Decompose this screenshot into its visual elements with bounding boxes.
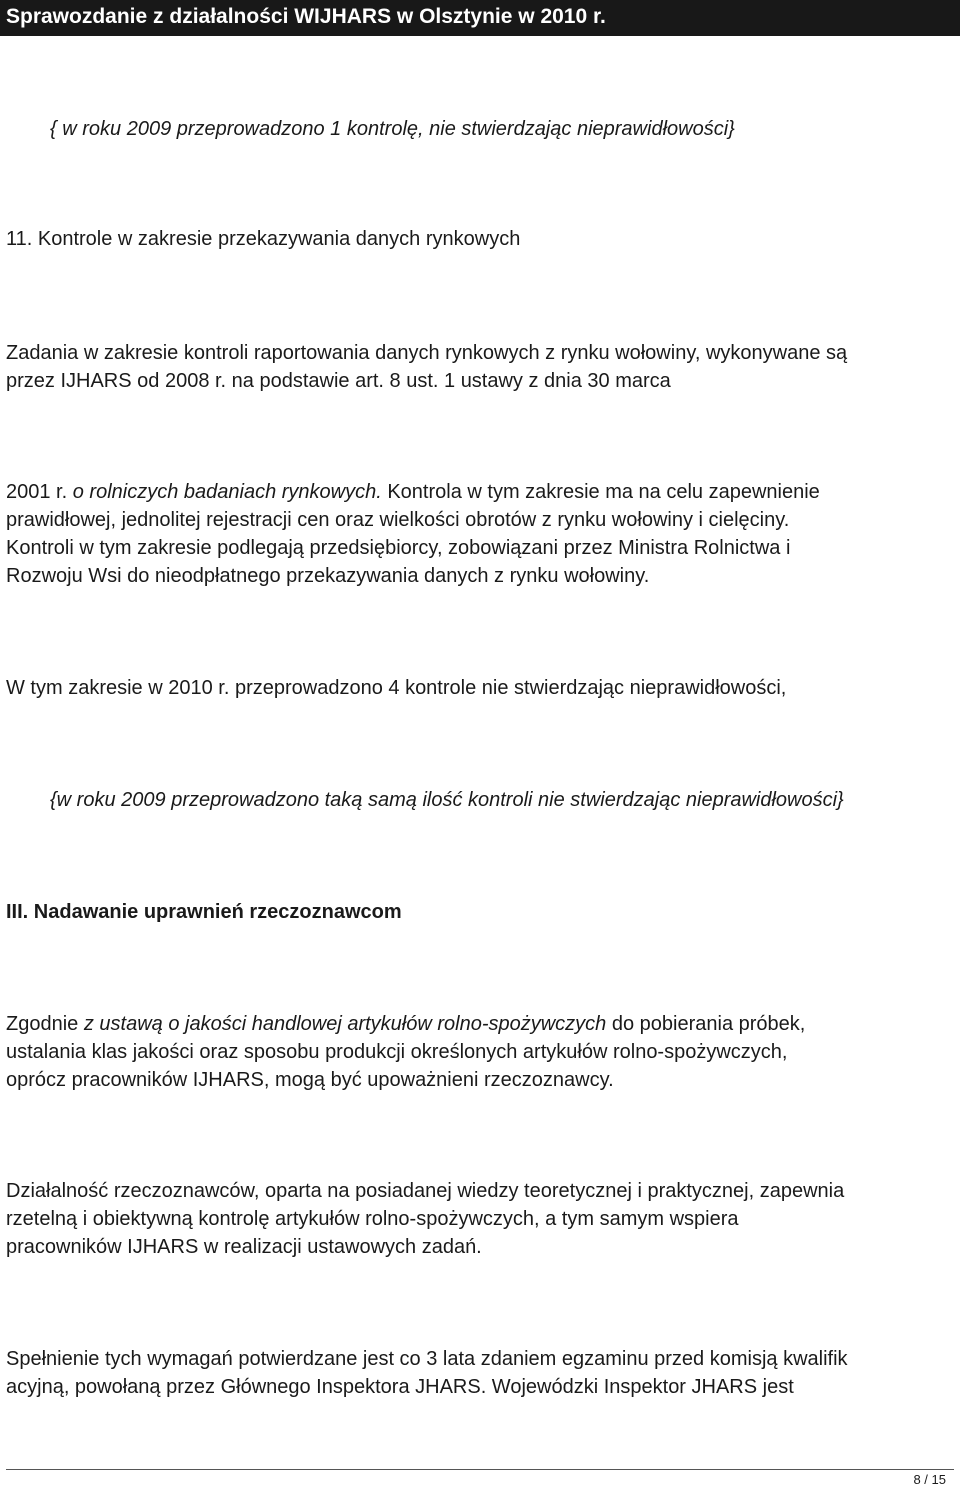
note-2009-first: { w roku 2009 przeprowadzono 1 kontrolę, nie stwierdzając nieprawidłowości} (50, 118, 735, 140)
footer-divider (6, 1469, 954, 1470)
paragraph-2-line-1 (6, 478, 820, 506)
paragraph-4-line-1 (6, 1010, 805, 1038)
paragraph-3: W tym zakresie w 2010 r. przeprowadzono 4 kontrole nie stwierdzając nieprawidłowości, (6, 677, 787, 699)
note-2009-second: {w roku 2009 przeprowadzono taką samą ilość kontroli nie stwierdzając nieprawidłowości} (50, 789, 844, 811)
paragraph-2-line-4: Rozwoju Wsi do nieodpłatnego przekazywania danych z rynku wołowiny. (6, 565, 650, 587)
paragraph-4-start: Zgodnie (6, 1013, 79, 1035)
act-title-2: z ustawą o jakości handlowej artykułów rolno-spożywczych (83, 1013, 607, 1035)
paragraph-2-date: 2001 r. (6, 481, 68, 503)
paragraph-2-line-2: prawidłowej, jednolitej rejestracji cen oraz wielkości obrotów z rynku wołowiny i cielęciny. (6, 509, 790, 531)
paragraph-6-line-1: Spełnienie tych wymagań potwierdzane jest co 3 lata zdaniem egzaminu przed komisją kwalifik (6, 1348, 848, 1370)
paragraph-2-line-1-end: Kontrola w tym zakresie ma na celu zapewnienie (387, 481, 820, 503)
paragraph-4-line-2: ustalania klas jakości oraz sposobu produkcji określonych artykułów rolno-spożywczych, (6, 1041, 788, 1063)
page-number: 8 / 15 (913, 1472, 946, 1487)
paragraph-5-line-2: rzetelną i obiektywną kontrolę artykułów rolno-spożywczych, a tym samym wspiera (6, 1208, 739, 1230)
act-title: o rolniczych badaniach rynkowych. (72, 481, 382, 503)
paragraph-5-line-1: Działalność rzeczoznawców, oparta na posiadanej wiedzy teoretycznej i praktycznej, zapewnia (6, 1180, 845, 1202)
paragraph-4-line-1-end: do pobierania próbek, (611, 1013, 806, 1035)
section-III-heading: III. Nadawanie uprawnień rzeczoznawcom (6, 901, 402, 923)
paragraph-5-line-3: pracowników IJHARS w realizacji ustawowych zadań. (6, 1236, 482, 1258)
paragraph-6-line-2: acyjną, powołaną przez Głównego Inspektora JHARS. Wojewódzki Inspektor JHARS jest (6, 1376, 794, 1398)
page-header (0, 0, 960, 36)
paragraph-4-line-3: oprócz pracowników IJHARS, mogą być upoważnieni rzeczoznawcy. (6, 1069, 614, 1091)
paragraph-2-line-3: Kontroli w tym zakresie podlegają przedsiębiorcy, zobowiązani przez Ministra Rolnictwa i (6, 537, 791, 559)
paragraph-1-line-2: przez IJHARS od 2008 r. na podstawie art. 8 ust. 1 ustawy z dnia 30 marca (6, 370, 671, 392)
section-11-heading: 11. Kontrole w zakresie przekazywania danych rynkowych (6, 228, 521, 250)
header-title: Sprawozdanie z działalności WIJHARS w Olsztynie w 2010 r. (6, 5, 606, 28)
paragraph-1-line-1: Zadania w zakresie kontroli raportowania danych rynkowych z rynku wołowiny, wykonywane są (6, 342, 848, 364)
